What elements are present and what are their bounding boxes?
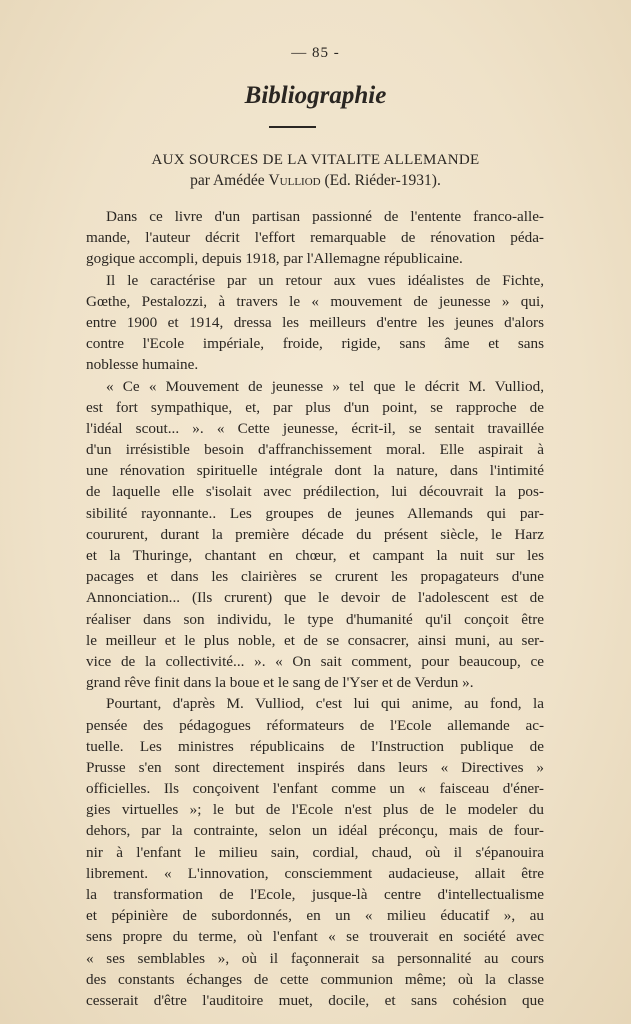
text-line: Pourtant, d'après M. Vulliod, c'est lui qui anime, au fond, la (106, 695, 544, 713)
text-line: noblesse humaine. (86, 356, 199, 374)
text-line: gogique accompli, depuis 1918, par l'Allemagne républicaine. (86, 250, 463, 268)
review-body (86, 206, 544, 1011)
text-line: Prusse s'en sont directement inspirés dans leurs « Directives » (86, 758, 544, 776)
text-line: dehors, par la contrainte, selon un idéal préconçu, mais de four- (86, 822, 544, 840)
publisher-info: (Ed. Riéder-1931). (324, 172, 441, 189)
text-line: l'idéal scout... ». « Cette jeunesse, écrit-il, se sentait travaillée (86, 419, 544, 437)
text-line: mande, l'auteur décrit l'effort remarquable de rénovation péda- (86, 229, 544, 247)
text-line: vice de la collectivité... ». « On sait comment, pour beaucoup, ce (86, 652, 544, 670)
text-line: cesserait d'être l'auditoire muet, docile, et sans cohésion que (86, 991, 544, 1009)
text-line: Il le caractérise par un retour aux vues idéalistes de Fichte, (106, 271, 544, 289)
text-line: pensée des pédagogues réformateurs de l'Ecole allemande ac- (86, 716, 544, 734)
text-line: la transformation de l'Ecole, jusque-là centre d'intellectualisme (86, 886, 544, 903)
text-line: gies virtuelles »; le but de l'Ecole n'est plus de le modeler du (86, 801, 544, 819)
text-line: Annonciation... (Ils crurent) que le devoir de l'adolescent est de (86, 589, 544, 607)
text-line: nir à l'enfant le milieu sain, cordial, chaud, où il s'épanouira (86, 843, 544, 861)
text-line: et la Thuringe, chantant en chœur, et campant la nuit sur les (86, 547, 544, 564)
text-line: une rénovation spirituelle intégrale dont la nature, dans l'intimité (86, 462, 544, 480)
text-line: et pépinière de subordonnés, en un « milieu éducatif », au (86, 907, 544, 925)
title-divider (269, 126, 316, 128)
text-line: entre 1900 et 1914, dressa les meilleurs d'entre les jeunes d'alors (86, 313, 544, 331)
text-line: officielles. Ils conçoivent l'enfant comme un « faisceau d'éner- (86, 780, 544, 798)
text-line: tuelle. Les ministres républicains de l'Instruction publique de (86, 737, 544, 755)
byline-prefix: par Amédée (190, 172, 265, 189)
text-line: est fort sympathique, et, par plus d'un point, se rapproche de (86, 398, 544, 416)
text-line: pacages et dans les clairières se crurent les propagateurs d'une (86, 568, 544, 586)
author-name: Vulliod (268, 172, 321, 189)
text-line: grand rêve finit dans la boue et le sang de l'Yser et de Verdun ». (86, 674, 474, 692)
text-line: de laquelle elle s'isolait avec prédilection, lui découvrait la pos- (86, 483, 544, 501)
text-line: réaliser dans son individu, le type d'humanité qu'il conçoit être (86, 610, 544, 628)
section-title: Bibliographie (244, 82, 387, 109)
page-number: — 85 - (291, 45, 340, 61)
text-line: des constants échanges de cette communion même; où la classe (86, 970, 544, 988)
text-line: Gœthe, Pestalozzi, à travers le « mouvement de jeunesse » qui, (86, 292, 544, 310)
text-line: « Ce « Mouvement de jeunesse » tel que le décrit M. Vulliod, (106, 377, 544, 395)
text-line: librement. « L'innovation, consciemment audacieuse, allait être (86, 864, 544, 882)
book-byline (0, 172, 631, 190)
book-title: AUX SOURCES DE LA VITALITE ALLEMANDE (151, 152, 480, 168)
text-line: d'un irrésistible besoin d'affranchissement moral. Elle aspirait à (86, 441, 544, 459)
text-line: sibilité rayonnante.. Les groupes de jeunes Allemands qui par- (86, 504, 544, 522)
text-line: contre l'Ecole impériale, froide, rigide, sans âme et sans (86, 335, 544, 353)
text-line: coururent, durant la première décade du présent siècle, le Harz (86, 525, 544, 543)
text-line: sens propre du terme, où l'enfant « se trouverait en société avec (86, 928, 544, 946)
text-line: le meilleur et le plus noble, et de se consacrer, ainsi muni, au ser- (86, 631, 544, 649)
text-line: Dans ce livre d'un partisan passionné de l'entente franco-alle- (106, 208, 544, 225)
text-line: « ses semblables », où il façonnerait sa personnalité au cours (86, 949, 544, 967)
